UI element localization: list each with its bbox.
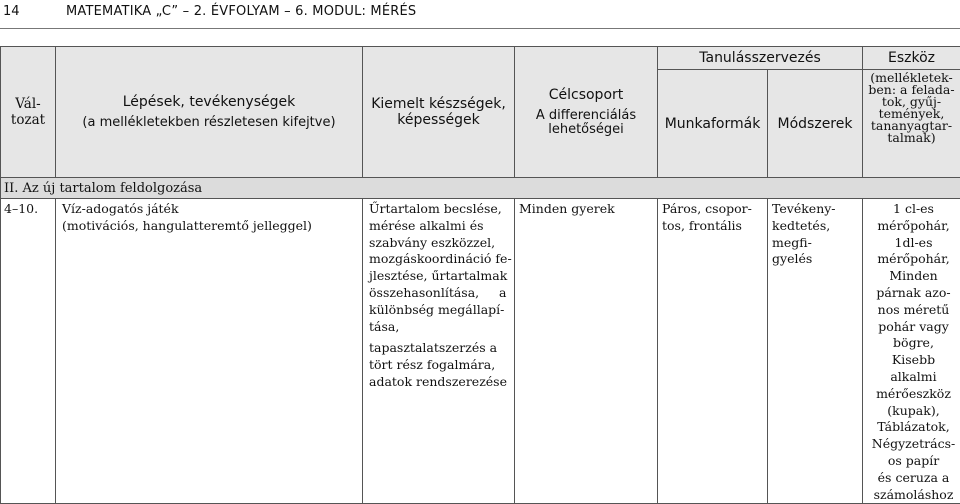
section-title: II. Az új tartalom feldolgozása bbox=[1, 178, 960, 199]
header-target bbox=[515, 47, 658, 178]
step-note: (motivációs, hangulatteremtő jelleggel) bbox=[62, 218, 362, 235]
header-steps-title: Lépések, tevékenységek bbox=[56, 94, 362, 110]
row-step bbox=[56, 199, 363, 504]
skills-paragraph-2: tapasztalatszerzés a tört rész fogalmára, adatok rendszerezése bbox=[369, 340, 512, 390]
header-steps bbox=[56, 47, 363, 178]
header-steps-sub: (a mellékletekben részletesen kifejtve) bbox=[56, 116, 362, 131]
page-header bbox=[0, 0, 960, 29]
header-methods: Módszerek bbox=[768, 70, 863, 178]
header-org-group: Tanulásszervezés bbox=[658, 47, 863, 70]
header-work-forms: Munkaformák bbox=[658, 70, 768, 178]
row-tools: 1 cl-es mérőpohár, 1dl-es mérőpohár, Minden párnak azo- nos méretű pohár vagy bögre, Kisebb alkalmi mérőeszköz (kupak), Táblázatok, Négyzetrács- os papír és ceruza a számoláshoz bbox=[863, 199, 960, 504]
running-title: MATEMATIKA „C” – 2. ÉVFOLYAM – 6. MODUL: MÉRÉS bbox=[66, 4, 416, 19]
skills-paragraph-1: Űrtartalom becslése, mérése alkalmi és szabvány eszközzel, mozgáskoordináció fe- jlesztése, űrtartalmak összehasonlítása, a különbség megállapí- tása, bbox=[369, 201, 512, 335]
header-valtozat: Vál- tozat bbox=[1, 47, 56, 178]
row-target: Minden gyerek bbox=[515, 199, 658, 504]
row-number: 4–10. bbox=[1, 199, 56, 504]
row-work-form: Páros, csopor- tos, frontális bbox=[658, 199, 768, 504]
step-title: Víz-adogatós játék bbox=[62, 201, 362, 218]
header-target-title: Célcsoport bbox=[515, 87, 657, 103]
row-method: Tevékeny- kedtetés, megfi- gyelés bbox=[768, 199, 863, 504]
row-skills bbox=[363, 199, 515, 504]
header-tool: Eszköz bbox=[863, 47, 960, 70]
page-number: 14 bbox=[3, 4, 20, 19]
header-tool-sub: (mellékletek- ben: a felada- tok, gyűj- temények, tananyagtar- talmak) bbox=[863, 70, 960, 178]
header-target-sub: A differenciálás lehetőségei bbox=[515, 109, 657, 138]
header-skills: Kiemelt készségek, képességek bbox=[363, 47, 515, 178]
lesson-plan-table bbox=[0, 46, 960, 504]
